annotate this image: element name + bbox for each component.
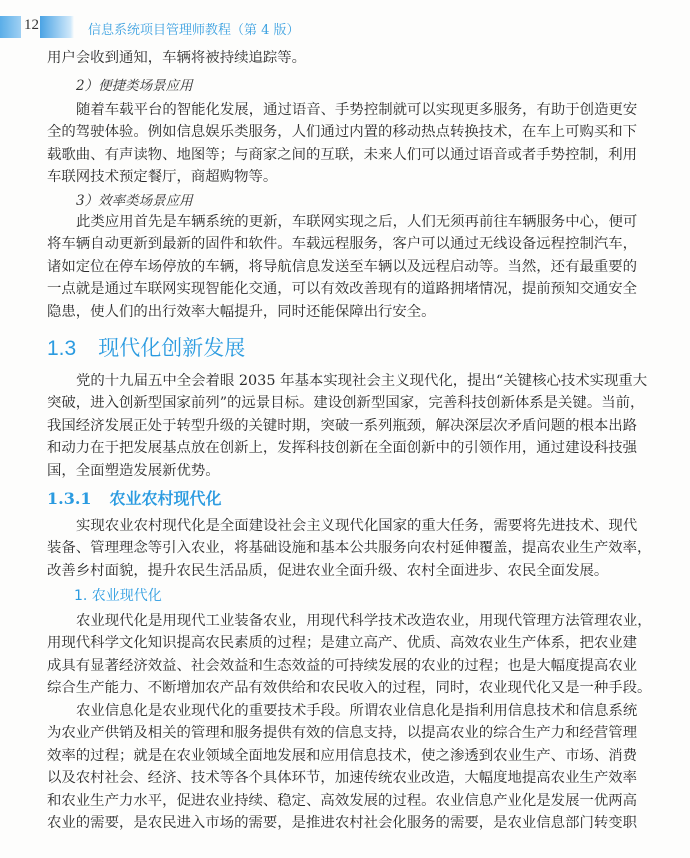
section-heading xyxy=(47,332,245,362)
page-number: 12 xyxy=(24,17,39,33)
text-line: 和农业生产力水平，促进农业持续、稳定、高效发展的过程。农业信息产业化是发展一优两高 xyxy=(47,792,638,809)
paragraph xyxy=(47,47,603,69)
text-line: 将车辆自动更新到最新的固件和软件。车载远程服务，客户可以通过无线设备远程控制汽车， xyxy=(47,236,638,253)
header-accent-bar xyxy=(40,16,74,38)
text-line: 我国经济发展正处于转型升级的关键时期，突破一系列瓶颈，解决深层次矛盾问题的根本出路 xyxy=(47,417,638,434)
text-line: 为农业产供销及相关的管理和服务提供有效的信息支持，以提高农业的综合生产力和经营管理 xyxy=(47,725,638,742)
text-line: 国，全面塑造发展新优势。 xyxy=(47,462,220,479)
paragraph xyxy=(47,211,638,323)
text-line: 此类应用首先是车辆系统的更新，车联网实现之后，人们无须再前往车辆服务中心，便可 xyxy=(76,214,638,230)
text-line: 农业的需要，是农民进入市场的需要，是推进农村社会化服务的需要，是农业信息部门转变职 xyxy=(47,814,638,831)
text-line: 隐患，使人们的出行效率大幅提升，同时还能保障出行安全。 xyxy=(47,303,436,320)
text-line: 以及农村社会、经济、技术等各个具体环节，加速传统农业改造，大幅度地提高农业生产效率 xyxy=(47,770,638,787)
book-title: 信息系统项目管理师教程（第 4 版） xyxy=(88,23,300,38)
text-line: 载歌曲、有声读物、地图等；与商家之间的互联，未来人们可以通过语音或者手势控制，利用 xyxy=(47,146,638,163)
text-line: 效率的过程；就是在农业领域全面地发展和应用信息技术，使之渗透到农业生产、市场、消费 xyxy=(47,747,638,764)
text-line: 和动力在于把发展基点放在创新上，发挥科技创新在全面创新中的引领作用，通过建设科技强 xyxy=(47,440,638,457)
text-line: 用户会收到通知，车辆将被持续追踪等。 xyxy=(47,50,307,66)
paragraph xyxy=(47,370,648,482)
text-line: 综合生产能力、不断增加农产品有效供给和农民收入的过程，同时，农业现代化又是一种手段。 xyxy=(47,680,652,697)
text-line: 党的十九届五中全会着眼 2035 年基本实现社会主义现代化，提出“关键核心技术实现重大 xyxy=(76,373,648,389)
text-line: 车联网技术预定餐厅，商超购物等。 xyxy=(47,169,278,186)
text-line: 农业信息化是农业现代化的重要技术手段。所谓农业信息化是指利用信息技术和信息系统 xyxy=(76,703,638,719)
item-heading: 1. 农业现代化 xyxy=(74,588,162,604)
section-title: 现代化创新发展 xyxy=(98,337,246,360)
text-line: 成具有显著经济效益、社会效益和生态效益的可持续发展的农业的过程；也是大幅度提高农业 xyxy=(47,657,638,674)
text-line: 实现农业农村现代化是全面建设社会主义现代化国家的重大任务，需要将先进技术、现代 xyxy=(76,518,638,534)
text-line: 诸如定位在停车场停放的车辆，将导航信息发送至车辆以及远程启动等。当然，还有最重要的 xyxy=(47,258,638,275)
section-number: 1.3 xyxy=(47,337,77,360)
subheading-convenience: 2）便捷类场景应用 xyxy=(76,78,193,94)
subsection-number: 1.3.1 xyxy=(47,489,92,508)
text-line: 突破，进入创新型国家前列”的远景目标。建设创新型国家，完善科技创新体系是关键。当前， xyxy=(47,395,645,412)
subsection-title: 农业农村现代化 xyxy=(109,489,222,508)
text-line: 全的驾驶体验。例如信息娱乐类服务，人们通过内置的移动热点转换技术，在车上可购买和下 xyxy=(47,124,638,141)
text-line: 装备、管理理念等引入农业，将基础设施和基本公共服务向农村延伸覆盖，提高农业生产效率， xyxy=(47,540,652,557)
text-line: 一点就是通过车联网实现智能化交通，可以有效改善现有的道路拥堵情况，提前预知交通安全 xyxy=(47,281,638,298)
text-line: 随着车载平台的智能化发展，通过语音、手势控制就可以实现更多服务，有助于创造更安 xyxy=(76,102,638,118)
paragraph xyxy=(47,515,652,582)
paragraph xyxy=(47,610,652,700)
paragraph xyxy=(47,700,638,834)
text-line: 用现代科学文化知识提高农民素质的过程；是建立高产、优质、高效农业生产体系，把农业建 xyxy=(47,635,638,652)
subsection-heading xyxy=(47,486,222,509)
header-accent-bar xyxy=(0,16,21,38)
text-line: 改善乡村面貌，提升农民生活品质，促进农业全面升级、农村全面进步、农民全面发展。 xyxy=(47,562,609,579)
subheading-efficiency: 3）效率类场景应用 xyxy=(76,193,193,209)
text-line: 农业现代化是用现代工业装备农业，用现代科学技术改造农业，用现代管理方法管理农业， xyxy=(76,613,652,629)
paragraph xyxy=(47,99,638,189)
